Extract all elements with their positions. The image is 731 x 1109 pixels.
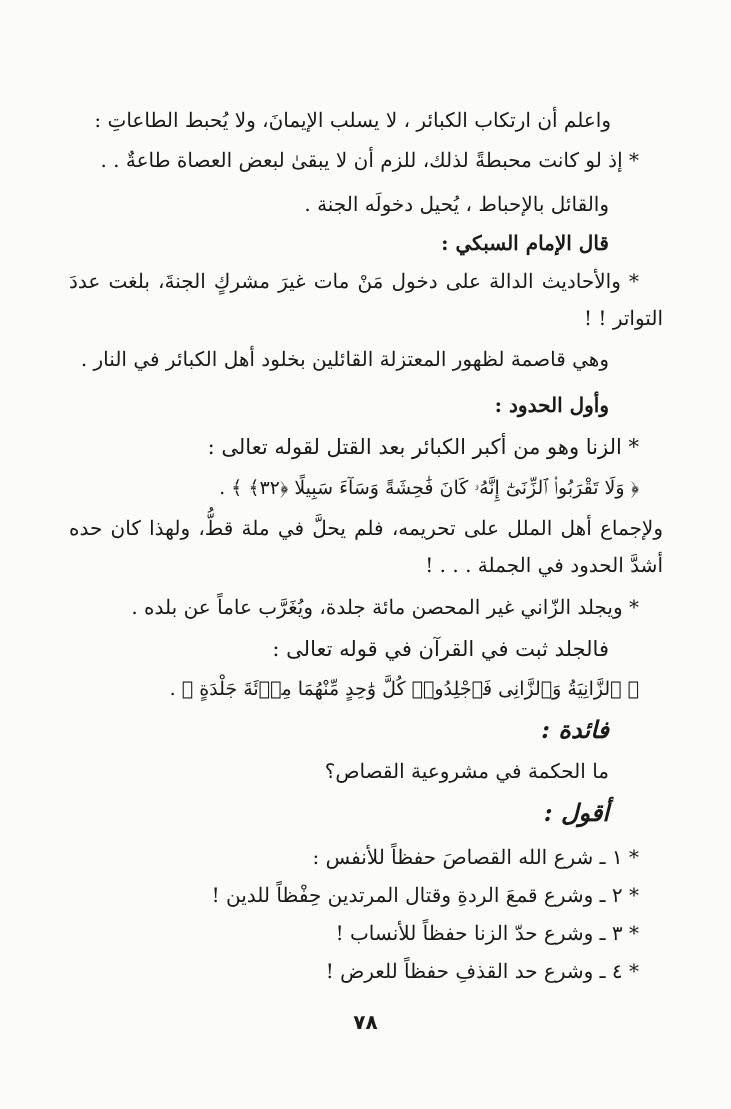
text-line-11: ولإجماع أهل الملل على تحريمه، فلم يحلَّ في ملة قطُّ، ولهذا كان حده <box>69 516 663 540</box>
heading-faida: فائدة : <box>541 715 609 744</box>
text-line-7: وهي قاصمة لظهور المعتزلة القائلين بخلود أهل الكبائر في النار . <box>80 347 609 371</box>
page-number: ٧٨ <box>353 1010 378 1034</box>
list-item-2: * ٢ ـ وشرع قمعَ الردةِ وقتال المرتدين حِفْظاً للدين ! <box>211 883 639 907</box>
text-line-1: واعلم أن ارتكاب الكبائر ، لا يسلب الإيمانَ، ولا يُحبط الطاعاتِ : <box>94 108 611 132</box>
text-line-13: * ويجلد الزّاني غير المحصن مائة جلدة، ويُغَرَّب عاماً عن بلده . <box>131 595 639 619</box>
text-line-6: التواتر ! ! <box>584 306 663 330</box>
heading-aqul: أقول : <box>543 798 609 827</box>
list-item-3: * ٣ ـ وشرع حدّ الزنا حفظاً للأنساب ! <box>335 921 639 945</box>
text-line-3: والقائل بالإحباط ، يُحيل دخولَه الجنة . <box>304 192 609 216</box>
heading-imam-subki: قال الإمام السبكي : <box>441 231 609 255</box>
quran-verse-1: ﴿ وَلَا تَقْرَبُوا۟ ٱلزِّنَىٰٓ إِنَّهُۥ كَانَ فَٰحِشَةً وَسَآءَ سَبِيلًا ﴿٣٢﴾ ﴾ . <box>219 477 639 499</box>
text-line-12: أشدَّ الحدود في الجملة . . . ! <box>425 553 663 577</box>
text-line-5: * والأحاديث الدالة على دخول مَنْ مات غيرَ مشركٍ الجنةَ، بلغت عددَ <box>69 269 639 293</box>
list-item-1: * ١ ـ شرع الله القصاصَ حفظاً للأنفس : <box>312 845 639 869</box>
list-item-4: * ٤ ـ وشرع حد القذفِ حفظاً للعرض ! <box>325 959 639 983</box>
text-line-17: ما الحكمة في مشروعية القصاص؟ <box>324 759 609 783</box>
quran-verse-2: ﴿ ٱلزَّانِيَةُ وَٱلزَّانِى فَٱجْلِدُوا۟ كُلَّ وَٰحِدٍ مِّنْهُمَا مِا۟ئَةَ جَلْدَةٍ ﴾ . <box>169 678 639 700</box>
text-line-9: * الزنا وهو من أكبر الكبائر بعد القتل لقوله تعالى : <box>207 435 639 459</box>
text-line-2: * إذ لو كانت محبطةً لذلك، للزم أن لا يبقىٰ لبعض العصاة طاعةٌ . . <box>100 148 639 172</box>
text-line-14: فالجلد ثبت في القرآن في قوله تعالى : <box>272 637 609 661</box>
heading-first-hudud: وأول الحدود : <box>494 393 609 417</box>
